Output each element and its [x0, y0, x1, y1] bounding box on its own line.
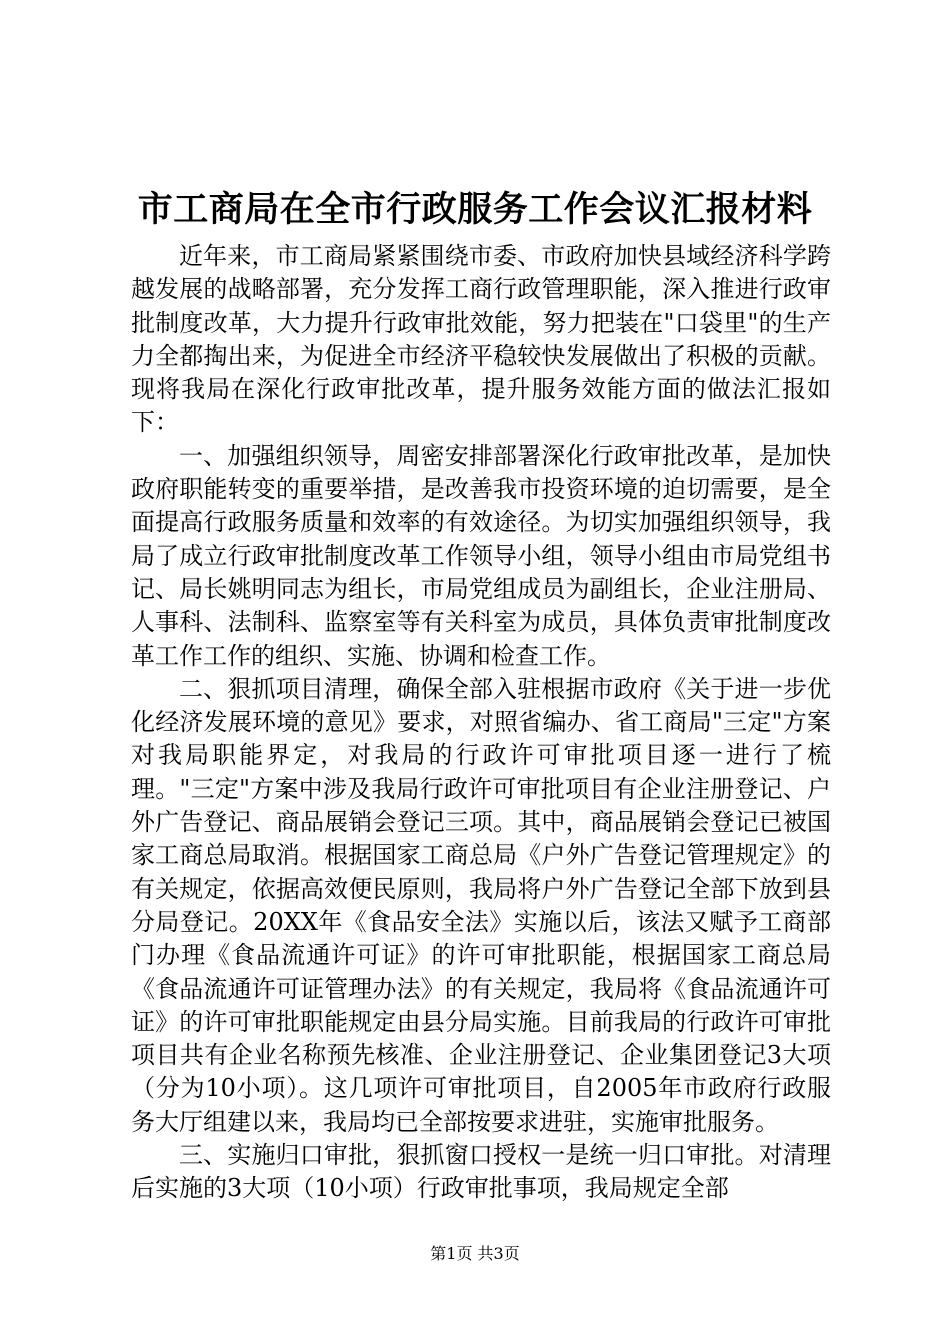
paragraph-section-3: 三、实施归口审批，狠抓窗口授权一是统一归口审批。对清理后实施的3大项（10小项）行政审批事项，我局规定全部 [131, 1141, 831, 1203]
page-number-footer: 第1页 共3页 [430, 1244, 520, 1263]
paragraph-section-1: 一、加强组织领导，周密安排部署深化行政审批改革，是加快政府职能转变的重要举措，是改善我市投资环境的迫切需要，是全面提高行政服务质量和效率的有效途径。为切实加强组织领导，我局了成立行政审批制度改革工作领导小组，领导小组由市局党组书记、局长姚明同志为组长，市局党组成员为副组长，企业注册局、人事科、法制科、监察室等有关科室为成员，具体负责审批制度改革工作工作的组织、实施、协调和检查工作。 [131, 441, 831, 670]
document-body [131, 240, 831, 1206]
paragraph-intro: 近年来，市工商局紧紧围绕市委、市政府加快县域经济科学跨越发展的战略部署，充分发挥工商行政管理职能，深入推进行政审批制度改革，大力提升行政审批效能，努力把装在"口袋里"的生产力全都掏出来，为促进全市经济平稳较快发展做出了积极的贡献。现将我局在深化行政审批改革，提升服务效能方面的做法汇报如下： [131, 242, 831, 437]
document-title: 市工商局在全市行政服务工作会议汇报材料 [137, 189, 813, 230]
paragraph-section-2: 二、狠抓项目清理，确保全部入驻根据市政府《关于进一步优化经济发展环境的意见》要求，对照省编办、省工商局"三定"方案对我局职能界定，对我局的行政许可审批项目逐一进行了梳理。"三定"方案中涉及我局行政许可审批项目有企业注册登记、户外广告登记、商品展销会登记三项。其中，商品展销会登记已被国家工商总局取消。根据国家工商总局《户外广告登记管理规定》的有关规定，依据高效便民原则，我局将户外广告登记全部下放到县分局登记。20XX年《食品安全法》实施以后，该法又赋予工商部门办理《食品流通许可证》的许可审批职能，根据国家工商总局《食品流通许可证管理办法》的有关规定，我局将《食品流通许可证》的许可审批职能规定由县分局实施。目前我局的行政许可审批项目共有企业名称预先核准、企业注册登记、企业集团登记3大项（分为10小项）。这几项许可审批项目，自2005年市政府行政服务大厅组建以来，我局均已全部按要求进驻，实施审批服务。 [131, 674, 831, 1136]
